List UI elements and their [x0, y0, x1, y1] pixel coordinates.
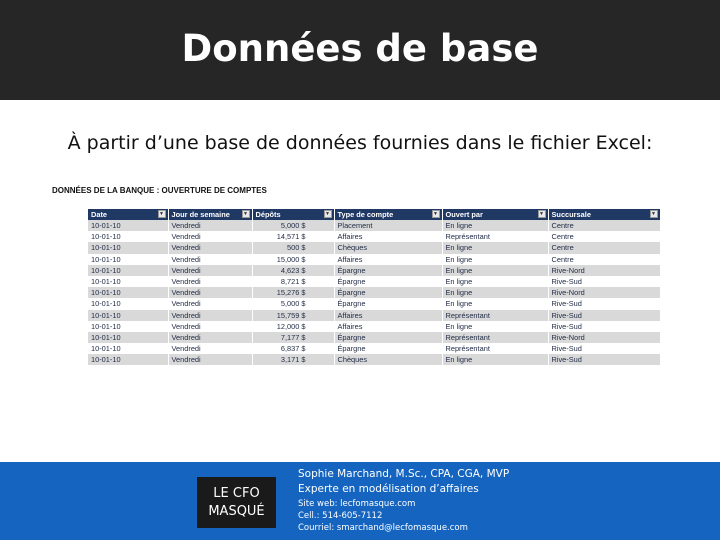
phone-line: Cell.: 514-605-7112 [298, 511, 383, 521]
table-row [88, 343, 660, 354]
column-header[interactable] [168, 209, 252, 220]
contact-block [298, 467, 509, 534]
column-header-label: Succursale [551, 210, 591, 219]
filter-dropdown-icon[interactable]: ▼ [159, 211, 164, 217]
logo-line-2: MASQUÉ [208, 503, 265, 519]
table-row [88, 332, 660, 343]
table-cell[interactable]: 4,623 $ [252, 265, 334, 276]
table-cell[interactable]: Vendredi [168, 287, 252, 298]
table-row [88, 276, 660, 287]
table-cell[interactable]: Représentant [442, 343, 548, 354]
table-cell[interactable]: En ligne [442, 265, 548, 276]
table-cell[interactable]: En ligne [442, 254, 548, 265]
table-cell[interactable]: En ligne [442, 242, 548, 253]
table-cell[interactable]: Vendredi [168, 265, 252, 276]
table-cell[interactable]: Épargne [334, 265, 442, 276]
table-cell[interactable]: 500 $ [252, 242, 334, 253]
table-cell[interactable]: Rive-Nord [548, 332, 660, 343]
column-header-label: Type de compte [337, 210, 394, 219]
table-cell[interactable]: Épargne [334, 343, 442, 354]
excel-table [88, 209, 661, 365]
column-header-label: Jour de semaine [171, 210, 230, 219]
filter-dropdown-icon[interactable]: ▼ [243, 211, 248, 217]
title-bar [0, 0, 720, 100]
table-cell[interactable]: Centre [548, 242, 660, 253]
table-cell[interactable]: Chèques [334, 242, 442, 253]
table-cell[interactable]: 10-01-10 [88, 343, 168, 354]
table-row [88, 298, 660, 309]
table-cell[interactable]: 5,000 $ [252, 298, 334, 309]
email-line: Courriel: smarchand@lecfomasque.com [298, 523, 468, 533]
table-cell[interactable]: 10-01-10 [88, 265, 168, 276]
table-cell[interactable]: Épargne [334, 332, 442, 343]
filter-dropdown-icon[interactable]: ▼ [539, 211, 544, 217]
table-cell[interactable]: 10-01-10 [88, 354, 168, 365]
table-cell[interactable]: Centre [548, 231, 660, 242]
table-cell[interactable]: Vendredi [168, 231, 252, 242]
table-cell[interactable]: 3,171 $ [252, 354, 334, 365]
table-cell[interactable]: 10-01-10 [88, 220, 168, 231]
table-header-row [88, 209, 660, 220]
table-row [88, 321, 660, 332]
table-cell[interactable]: Placement [334, 220, 442, 231]
table-cell[interactable]: Affaires [334, 231, 442, 242]
table-cell[interactable]: En ligne [442, 321, 548, 332]
column-header[interactable] [88, 209, 168, 220]
table-cell[interactable]: Vendredi [168, 254, 252, 265]
table-cell[interactable]: En ligne [442, 354, 548, 365]
table-cell[interactable]: Vendredi [168, 298, 252, 309]
table-cell[interactable]: Chèques [334, 354, 442, 365]
filter-dropdown-icon[interactable]: ▼ [651, 211, 656, 217]
author-name: Sophie Marchand, M.Sc., CPA, CGA, MVP [298, 468, 510, 480]
column-header[interactable] [442, 209, 548, 220]
table-row [88, 242, 660, 253]
table-cell[interactable]: Centre [548, 220, 660, 231]
column-header-label: Dépôts [255, 210, 281, 219]
table-cell[interactable]: 10-01-10 [88, 231, 168, 242]
table-cell[interactable]: 10-01-10 [88, 310, 168, 321]
filter-dropdown-icon[interactable]: ▼ [325, 211, 330, 217]
table-cell[interactable]: 5,000 $ [252, 220, 334, 231]
company-logo [197, 477, 276, 528]
table-cell[interactable]: 7,177 $ [252, 332, 334, 343]
table-cell[interactable]: 10-01-10 [88, 332, 168, 343]
table-cell[interactable]: Épargne [334, 276, 442, 287]
table-cell[interactable]: Rive-Sud [548, 354, 660, 365]
table-cell[interactable]: Rive-Nord [548, 265, 660, 276]
table-cell[interactable]: Vendredi [168, 310, 252, 321]
table-row [88, 354, 660, 365]
table-cell[interactable]: 10-01-10 [88, 298, 168, 309]
table-cell[interactable]: Épargne [334, 298, 442, 309]
table-cell[interactable]: 12,000 $ [252, 321, 334, 332]
table-cell[interactable]: 8,721 $ [252, 276, 334, 287]
table-cell[interactable]: Représentant [442, 332, 548, 343]
table-cell[interactable]: 15,759 $ [252, 310, 334, 321]
column-header-label: Date [91, 210, 108, 219]
column-header[interactable] [252, 209, 334, 220]
filter-dropdown-icon[interactable]: ▼ [433, 211, 438, 217]
table-row [88, 231, 660, 242]
table-cell[interactable]: 15,276 $ [252, 287, 334, 298]
table-cell[interactable]: Rive-Sud [548, 276, 660, 287]
table-cell[interactable]: 6,837 $ [252, 343, 334, 354]
column-header[interactable] [548, 209, 660, 220]
website-line: Site web: lecfomasque.com [298, 499, 416, 509]
table-cell[interactable]: Affaires [334, 254, 442, 265]
table-cell[interactable]: Vendredi [168, 276, 252, 287]
logo-line-1: LE CFO [213, 485, 260, 501]
table-body [88, 220, 660, 365]
table-cell[interactable]: 10-01-10 [88, 276, 168, 287]
table-cell[interactable]: Affaires [334, 321, 442, 332]
table-cell[interactable]: Vendredi [168, 332, 252, 343]
table-cell[interactable]: 10-01-10 [88, 254, 168, 265]
table-cell[interactable]: Rive-Sud [548, 310, 660, 321]
table-cell[interactable]: En ligne [442, 287, 548, 298]
table-cell[interactable]: Représentant [442, 310, 548, 321]
slide-title: Données de base [181, 26, 539, 70]
table-cell[interactable]: Rive-Nord [548, 287, 660, 298]
table-cell[interactable]: 14,571 $ [252, 231, 334, 242]
table-cell[interactable]: Représentant [442, 231, 548, 242]
column-header[interactable] [334, 209, 442, 220]
table-cell[interactable]: En ligne [442, 220, 548, 231]
slide-subtitle: À partir d’une base de données fournies dans le fichier Excel: [67, 132, 653, 154]
table-cell[interactable]: Rive-Sud [548, 343, 660, 354]
table-row [88, 287, 660, 298]
table-cell[interactable]: Épargne [334, 287, 442, 298]
table-cell[interactable]: En ligne [442, 276, 548, 287]
table-cell[interactable]: Vendredi [168, 242, 252, 253]
column-header-label: Ouvert par [445, 210, 483, 219]
table-cell[interactable]: 10-01-10 [88, 242, 168, 253]
table-cell[interactable]: Vendredi [168, 354, 252, 365]
table-cell[interactable]: Rive-Sud [548, 321, 660, 332]
table-row [88, 254, 660, 265]
sheet-title: DONNÉES DE LA BANQUE : OUVERTURE DE COMPTES [52, 186, 267, 195]
author-role: Experte en modélisation d’affaires [298, 483, 479, 495]
table-cell[interactable]: Affaires [334, 310, 442, 321]
table-cell[interactable]: Vendredi [168, 220, 252, 231]
table-cell[interactable]: 15,000 $ [252, 254, 334, 265]
table-cell[interactable]: En ligne [442, 298, 548, 309]
table-cell[interactable]: Centre [548, 254, 660, 265]
table-row [88, 220, 660, 231]
table-cell[interactable]: Rive-Sud [548, 298, 660, 309]
table-cell[interactable]: Vendredi [168, 321, 252, 332]
table-row [88, 310, 660, 321]
table-cell[interactable]: Vendredi [168, 343, 252, 354]
table-cell[interactable]: 10-01-10 [88, 321, 168, 332]
table-row [88, 265, 660, 276]
table-cell[interactable]: 10-01-10 [88, 287, 168, 298]
